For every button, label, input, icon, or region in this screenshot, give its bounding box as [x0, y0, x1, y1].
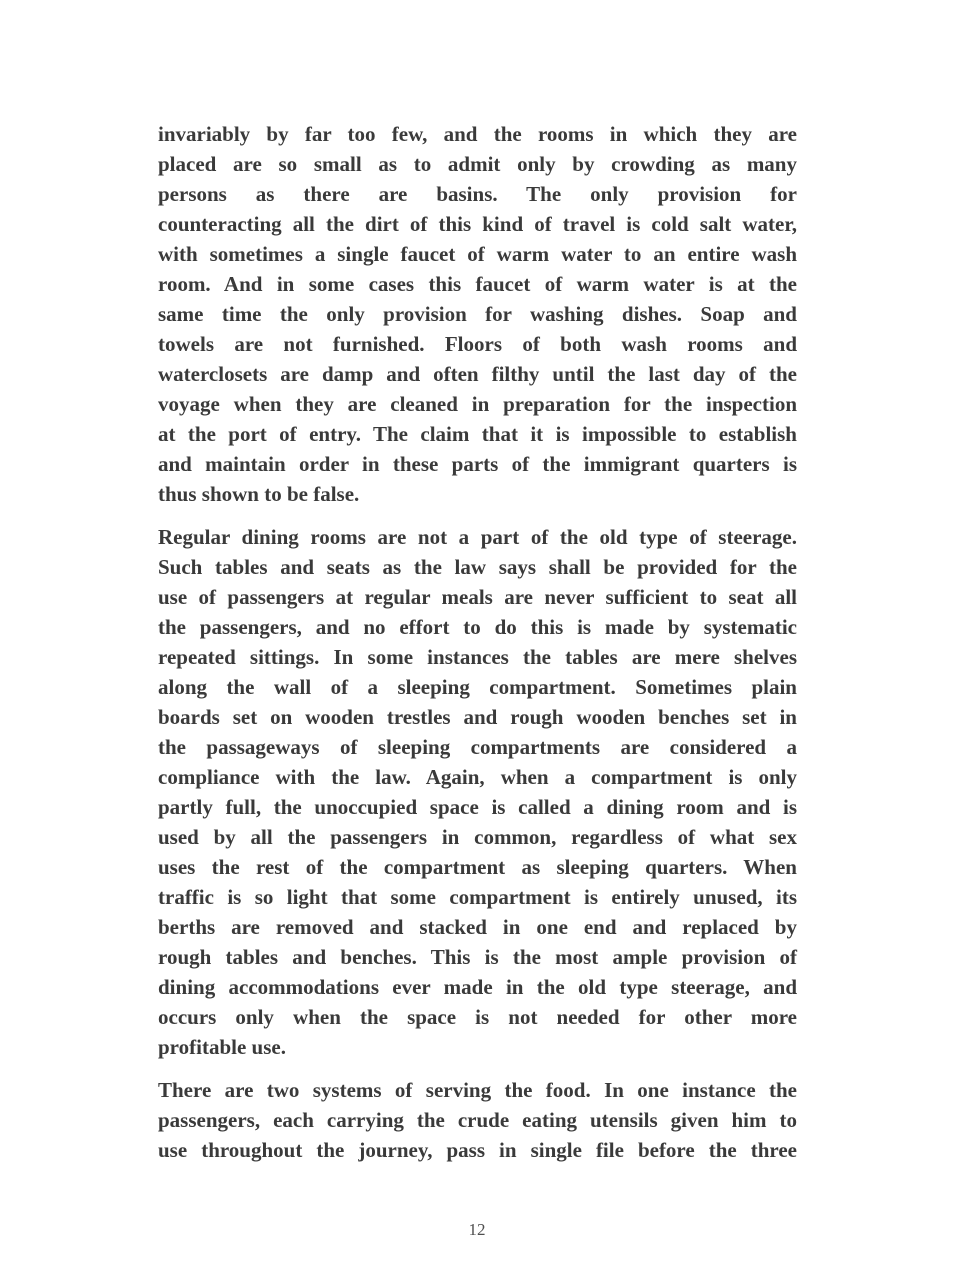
paragraph: [158, 1075, 797, 1165]
text-line: There are two systems of serving the food. In one instance the: [158, 1078, 797, 1102]
page-text: [158, 119, 797, 1178]
text-line: and maintain order in these parts of the immigrant quarters is: [158, 452, 797, 476]
text-line: voyage when they are cleaned in preparation for the inspection: [158, 392, 797, 416]
text-line: use of passengers at regular meals are never sufficient to seat all: [158, 585, 797, 609]
text-line: room. And in some cases this faucet of warm water is at the: [158, 272, 797, 296]
text-line: boards set on wooden trestles and rough wooden benches set in: [158, 705, 797, 729]
text-line: the passengers, and no effort to do this is made by systematic: [158, 615, 797, 639]
text-line: occurs only when the space is not needed for other more: [158, 1005, 797, 1029]
text-line: passengers, each carrying the crude eating utensils given him to: [158, 1108, 797, 1132]
text-line: rough tables and benches. This is the most ample provision of: [158, 945, 797, 969]
text-line: towels are not furnished. Floors of both wash rooms and: [158, 332, 797, 356]
text-line: Regular dining rooms are not a part of the old type of steerage.: [158, 525, 797, 549]
text-line: compliance with the law. Again, when a compartment is only: [158, 765, 797, 789]
text-line: at the port of entry. The claim that it is impossible to establish: [158, 422, 797, 446]
paragraph: [158, 522, 797, 1062]
text-line: uses the rest of the compartment as sleeping quarters. When: [158, 855, 797, 879]
text-line: profitable use.: [158, 1035, 286, 1059]
text-line: along the wall of a sleeping compartment. Sometimes plain: [158, 675, 797, 699]
paragraph: [158, 119, 797, 509]
text-line: berths are removed and stacked in one end and replaced by: [158, 915, 797, 939]
text-line: persons as there are basins. The only provision for: [158, 182, 797, 206]
text-line: partly full, the unoccupied space is called a dining room and is: [158, 795, 797, 819]
text-line: thus shown to be false.: [158, 482, 360, 506]
text-line: waterclosets are damp and often filthy until the last day of the: [158, 362, 797, 386]
text-line: used by all the passengers in common, regardless of what sex: [158, 825, 797, 849]
text-line: Such tables and seats as the law says shall be provided for the: [158, 555, 797, 579]
text-line: with sometimes a single faucet of warm water to an entire wash: [158, 242, 797, 266]
page-number: 12: [468, 1220, 486, 1239]
text-line: placed are so small as to admit only by crowding as many: [158, 152, 797, 176]
text-line: use throughout the journey, pass in single file before the three: [158, 1138, 797, 1162]
text-line: dining accommodations ever made in the old type steerage, and: [158, 975, 797, 999]
text-line: the passageways of sleeping compartments are considered a: [158, 735, 797, 759]
text-line: traffic is so light that some compartment is entirely unused, its: [158, 885, 797, 909]
text-line: same time the only provision for washing dishes. Soap and: [158, 302, 797, 326]
text-line: invariably by far too few, and the rooms in which they are: [158, 122, 797, 146]
text-line: counteracting all the dirt of this kind of travel is cold salt water,: [158, 212, 797, 236]
text-line: repeated sittings. In some instances the tables are mere shelves: [158, 645, 797, 669]
